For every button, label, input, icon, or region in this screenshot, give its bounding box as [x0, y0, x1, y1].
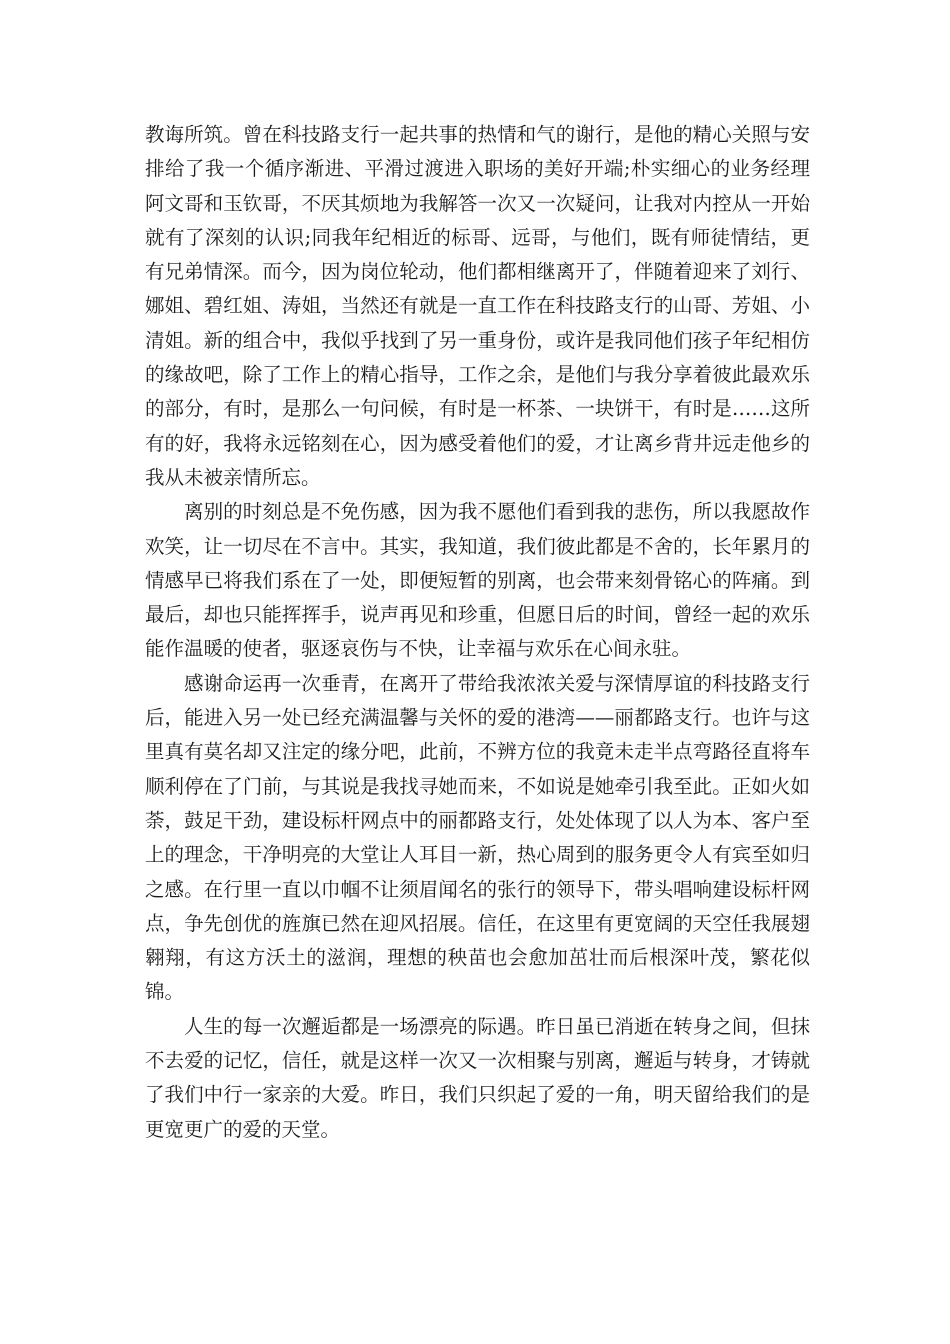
paragraph: 离别的时刻总是不免伤感，因为我不愿他们看到我的悲伤，所以我愿故作欢笑，让一切尽在不言中。其实，我知道，我们彼此都是不舍的，长年累月的情感早已将我们系在了一处，即便短暂的别离，也会带来刻骨铭心的阵痛。到最后，却也只能挥挥手，说声再见和珍重，但愿日后的时间，曾经一起的欢乐能作温暖的使者，驱逐哀伤与不快，让幸福与欢乐在心间永驻。	[145, 500, 810, 661]
document-body	[145, 118, 810, 1147]
paragraph: 人生的每一次邂逅都是一场漂亮的际遇。昨日虽已消逝在转身之间，但抹不去爱的记忆，信任，就是这样一次又一次相聚与别离，邂逅与转身，才铸就了我们中行一家亲的大爱。昨日，我们只织起了爱的一角，明天留给我们的是更宽更广的爱的天堂。	[145, 1014, 810, 1141]
paragraph-continued: 教诲所筑。曾在科技路支行一起共事的热情和气的谢行，是他的精心关照与安排给了我一个循序渐进、平滑过渡进入职场的美好开端;朴实细心的业务经理阿文哥和玉钦哥，不厌其烦地为我解答一次又一次疑问，让我对内控从一开始就有了深刻的认识;同我年纪相近的标哥、远哥，与他们，既有师徒情结，更有兄弟情深。而今，因为岗位轮动，他们都相继离开了，伴随着迎来了刘行、娜姐、碧红姐、涛姐，当然还有就是一直工作在科技路支行的山哥、芳姐、小清姐。新的组合中，我似乎找到了另一重身份，或许是我同他们孩子年纪相仿的缘故吧，除了工作上的精心指导，工作之余，是他们与我分享着彼此最欢乐的部分，有时，是那么一句问候，有时是一杯茶、一块饼干，有时是……这所有的好，我将永远铭刻在心，因为感受着他们的爱，才让离乡背井远走他乡的我从未被亲情所忘。	[145, 123, 810, 489]
paragraph: 感谢命运再一次垂青，在离开了带给我浓浓关爱与深情厚谊的科技路支行后，能进入另一处已经充满温馨与关怀的爱的港湾——丽都路支行。也许与这里真有莫名却又注定的缘分吧，此前，不辨方位的我竟未走半点弯路径直将车顺利停在了门前，与其说是我找寻她而来，不如说是她牵引我至此。正如火如荼，鼓足干劲，建设标杆网点中的丽都路支行，处处体现了以人为本、客户至上的理念，干净明亮的大堂让人耳目一新，热心周到的服务更令人有宾至如归之感。在行里一直以巾帼不让须眉闻名的张行的领导下，带头唱响建设标杆网点，争先创优的旌旗已然在迎风招展。信任，在这里有更宽阔的天空任我展翅翱翔，有这方沃土的滋润，理想的秧苗也会愈加茁壮而后根深叶茂，繁花似锦。	[145, 671, 810, 1004]
